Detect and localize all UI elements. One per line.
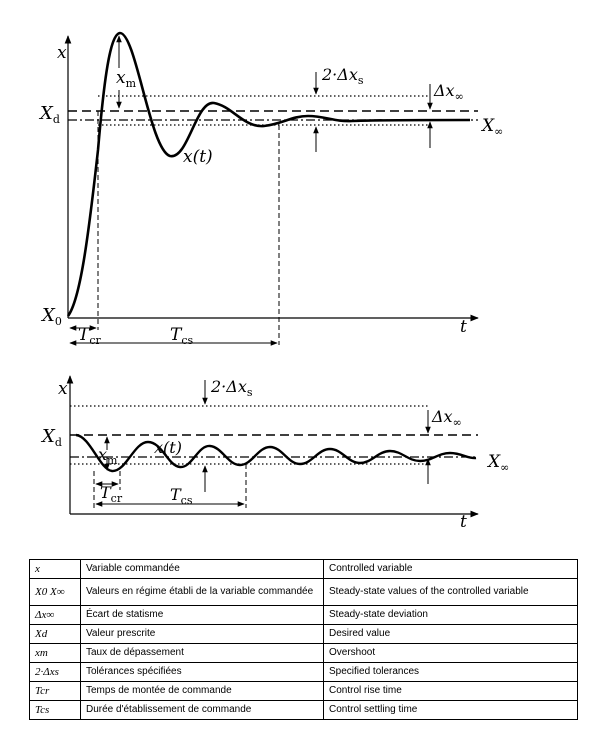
legend-row <box>30 625 578 644</box>
legend-symbol: xm <box>30 644 81 663</box>
symbol-legend-table <box>29 559 578 720</box>
legend-french: Temps de montée de commande <box>81 682 324 701</box>
legend-row <box>30 701 578 720</box>
legend-french: Valeur prescrite <box>81 625 324 644</box>
legend-symbol: Δx∞ <box>30 606 81 625</box>
settling-time-label-2: $T_{cs}$ <box>170 485 193 507</box>
overshoot-label: $x_m$ <box>116 68 137 90</box>
legend-english: Steady-state values of the controlled variable <box>324 579 578 606</box>
final-value-label: $X_\infty$ <box>482 116 504 138</box>
response-curve <box>68 33 470 316</box>
legend-english: Overshoot <box>324 644 578 663</box>
legend-french: Variable commandée <box>81 560 324 579</box>
initial-value-label: $X_0$ <box>42 305 62 328</box>
deviation-label: $\Delta x_\infty$ <box>434 81 464 103</box>
final-value-label-2: $X_\infty$ <box>488 452 510 474</box>
legend-symbol: Tcr <box>30 682 81 701</box>
legend-english: Steady-state deviation <box>324 606 578 625</box>
legend-french: Taux de dépassement <box>81 644 324 663</box>
legend-english: Control settling time <box>324 701 578 720</box>
tolerance-label: $2\cdot\Delta x_s$ <box>322 65 364 87</box>
legend-french: Tolérances spécifiées <box>81 663 324 682</box>
legend-row <box>30 560 578 579</box>
response-curve-2 <box>76 435 476 471</box>
desired-value-label-2: $X_d$ <box>42 426 62 449</box>
overshoot-label-2: $x_m$ <box>98 445 118 467</box>
axis-x-label-2: x <box>58 379 68 399</box>
legend-french: Écart de statisme <box>81 606 324 625</box>
response-label: x(t) <box>183 147 213 167</box>
axis-t-label-2: t <box>460 512 467 532</box>
deviation-label-2: $\Delta x_\infty$ <box>432 407 462 429</box>
legend-symbol: X0 X∞ <box>30 579 81 606</box>
legend-row <box>30 663 578 682</box>
legend-symbol: 2·Δxs <box>30 663 81 682</box>
response-label-2: x(t) <box>154 438 182 457</box>
tolerance-label-2: $2\cdot\Delta x_s$ <box>211 377 253 399</box>
legend-row <box>30 682 578 701</box>
axis-x-label: x <box>57 43 67 63</box>
legend-row <box>30 644 578 663</box>
rise-time-label: $T_{cr}$ <box>78 325 101 347</box>
legend-row <box>30 579 578 606</box>
legend-english: Control rise time <box>324 682 578 701</box>
legend-english: Controlled variable <box>324 560 578 579</box>
diagram-overshoot <box>38 33 503 347</box>
legend-english: Specified tolerances <box>324 663 578 682</box>
diagram-undershoot <box>40 376 509 532</box>
legend-french: Durée d'établissement de commande <box>81 701 324 720</box>
rise-time-label-2: $T_{cr}$ <box>100 483 123 505</box>
legend-english: Desired value <box>324 625 578 644</box>
legend-symbol: Tcs <box>30 701 81 720</box>
legend-row <box>30 606 578 625</box>
settling-time-label: $T_{cs}$ <box>170 325 194 347</box>
desired-value-label: $X_d$ <box>40 103 60 126</box>
legend-symbol: x <box>30 560 81 579</box>
legend-symbol: Xd <box>30 625 81 644</box>
axis-t-label: t <box>460 317 467 337</box>
legend-french: Valeurs en régime établi de la variable commandée <box>81 579 324 606</box>
